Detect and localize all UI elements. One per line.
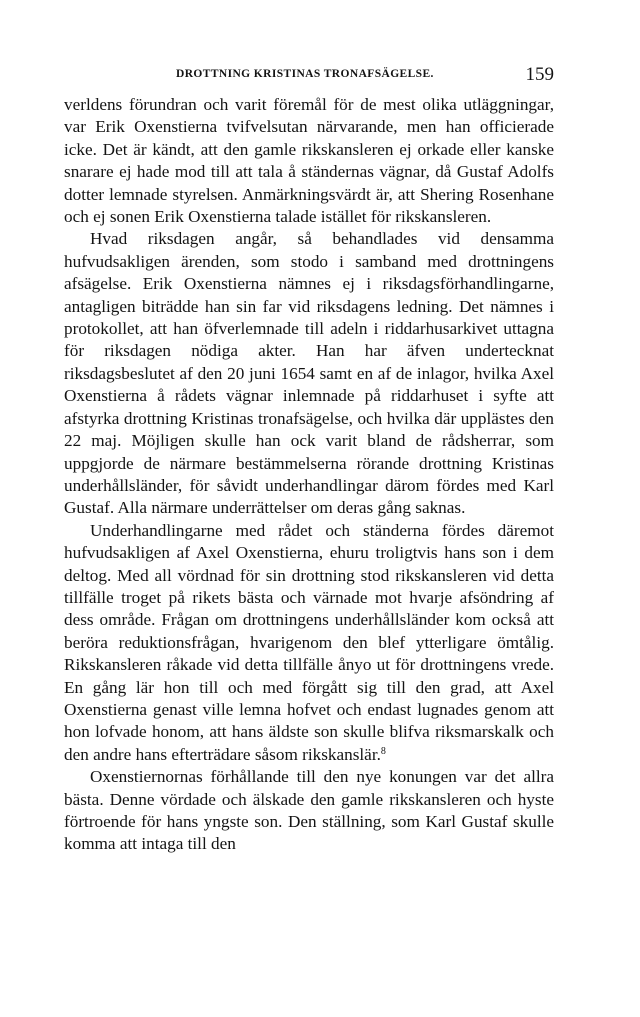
- book-page: [64, 64, 554, 856]
- paragraph: Oxenstiernornas förhållande till den nye konungen var det allra bästa. Denne vördade och älskade den gamle rikskansleren och hyste förtroende för hans yngste son. Den ställning, som Karl Gustaf skulle komma att intaga till den: [64, 767, 554, 854]
- paragraph: verldens förundran och varit föremål för de mest olika utläggningar, var Erik Oxenstierna tvifvelsutan närvarande, men han officierade icke. Det är kändt, att den gamle rikskansleren ej orkade eller kanske snarare ej hade mod till att tala å ständernas vägnar, då Gustaf Adolfs dotter lemnade styrelsen. Anmärkningsvärdt är, att Shering Rosenhane och ej sonen Erik Oxenstierna talade istället för rikskansleren.: [64, 95, 554, 227]
- page-header: [64, 64, 554, 94]
- paragraph: Hvad riksdagen angår, så behandlades vid densamma hufvudsakligen ärenden, som stodo i samband med drottningens afsägelse. Erik Oxenstierna nämnes ej i riksdagsförhandlingarne, antagligen biträdde han sin far vid riksdagens ledning. Det nämnes i protokollet, att han öfverlemnade till adeln i riddarhusarkivet uttagna för riksdagen nödiga akter. Han har äfven undertecknat riksdagsbeslutet af den 20 juni 1654 samt en af de inlagor, hvilka Axel Oxenstierna å rådets vägnar inlemnade på riddarhuset i syfte att afstyrka drottning Kristinas tronafsägelse, och hvilka där upplästes den 22 maj. Möjligen skulle han ock varit bland de rådsherrar, som uppgjorde de närmare bestämmelserna rörande drottning Kristinas underhållsländer, för såvidt underhandlingar därom fördes med Karl Gustaf. Alla närmare underrättelser om deras gång saknas.: [64, 229, 554, 518]
- paragraph: [64, 520, 554, 766]
- footnote-marker: 8: [380, 745, 386, 757]
- body-text: [64, 94, 554, 856]
- running-head: DROTTNING KRISTINAS TRONAFSÄGELSE.: [176, 68, 434, 80]
- paragraph-text: Underhandlingarne med rådet och ständerna fördes däremot hufvudsakligen af Axel Oxenstierna, ehuru troligtvis hans son i dem deltog. Med all vördnad för sin drottning stod rikskansleren vid detta tillfälle troget på rikets bästa och värnade mot hvarje afsöndring af dess område. Frågan om drottningens underhållsländer kom också att beröra reduktionsfrågan, hvarigenom den blef ytterligare ömtålig. Rikskansleren råkade vid detta tillfälle ånyo ut för drottningens vrede. En gång lär hon till och med förgått sig till den grad, att Axel Oxenstierna genast ville lemna hofvet och endast lugnades genom att hon lofvade honom, att hans äldste son skulle blifva riksmarskalk och den andre hans efterträdare såsom rikskanslär.: [64, 520, 554, 764]
- page-number: 159: [525, 64, 554, 85]
